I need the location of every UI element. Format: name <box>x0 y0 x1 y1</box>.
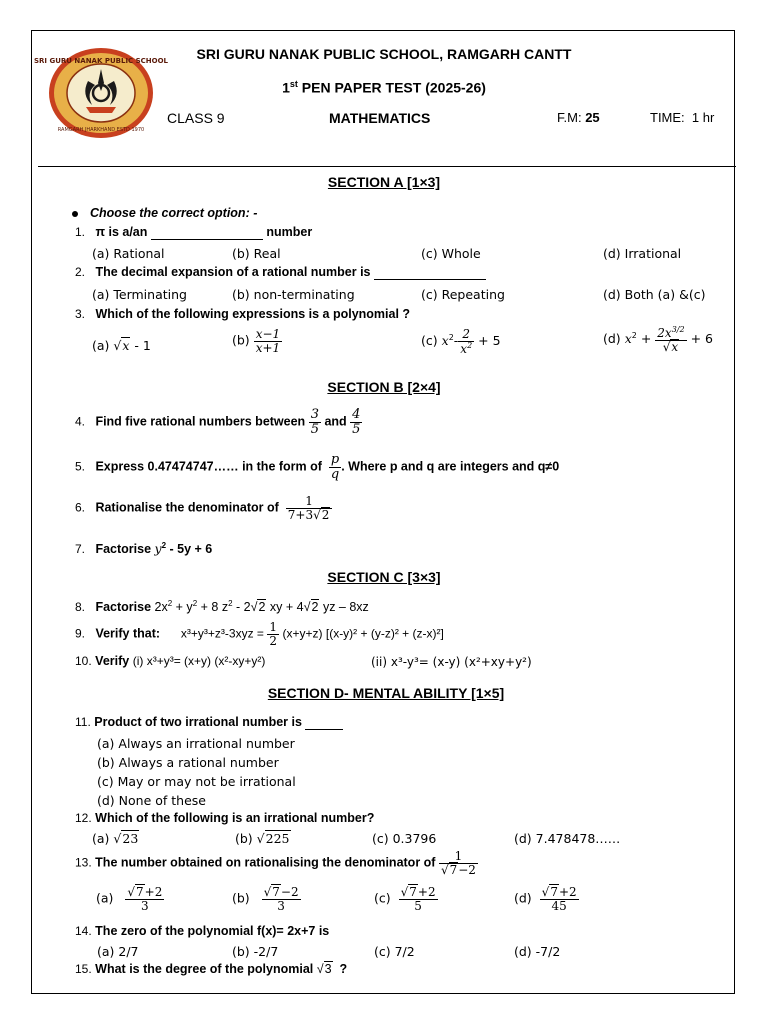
q11-option-d: (d) None of these <box>97 793 206 808</box>
q13-option-c: (c) $\frac{√7+2}{5}$ <box>374 885 436 913</box>
question-10: 10. Verify (i) x³+y³= (x+y) (x²-xy+y²) <box>75 654 266 668</box>
instruction: Choose the correct option: - <box>72 206 257 220</box>
school-name: SRI GURU NANAK PUBLIC SCHOOL, RAMGARH CANTT <box>196 46 572 62</box>
question-10-part-2: (ii) x³-y³= (x-y) (x²+xy+y²) <box>371 655 532 669</box>
bullet-icon <box>72 211 78 217</box>
q11-option-c: (c) May or may not be irrational <box>97 774 296 789</box>
q12-option-d: (d) 7.478478…… <box>514 831 621 846</box>
q3-option-a: (a) √x - 1 <box>92 338 151 353</box>
full-marks: F.M: 25 <box>557 110 600 125</box>
q2-option-d: (d) Both (a) &(c) <box>603 287 706 302</box>
question-15: 15. What is the degree of the polynomial √3 ? <box>75 962 348 976</box>
q12-option-a: (a) √23 <box>92 831 139 846</box>
question-2: 2. The decimal expansion of a rational number is <box>75 265 486 280</box>
question-1: 1. π is a/an number <box>75 225 313 239</box>
q14-option-a: (a) 2/7 <box>97 944 139 959</box>
logo-text-bottom: RAMGARH JHARKHAND ESTD 1970 <box>57 127 145 133</box>
q13-option-d: (d) $\frac{√7+2}{45}$ <box>514 885 577 913</box>
question-4: 4. Find five rational numbers between $\frac{3}{5}$ and $\frac{4}{5}$ <box>75 407 361 437</box>
question-14: 14. The zero of the polynomial f(x)= 2x+7 is <box>75 924 330 938</box>
q2-option-c: (c) Repeating <box>421 287 505 302</box>
q13-option-b: (b) $\frac{√7-2}{3}$ <box>232 885 299 913</box>
q3-option-c: (c) $x^2-$ $\frac{2}{x^2}$ + 5 <box>421 327 501 356</box>
q12-option-b: (b) √225 <box>235 831 290 846</box>
question-6: 6. Rationalise the denominator of $\frac{1}{7+3√2}$ <box>75 495 332 521</box>
question-7: 7. Factorise $y^2 - 5y + 6$ <box>75 541 213 557</box>
subject-label: MATHEMATICS <box>329 110 431 126</box>
q12-option-c: (c) 0.3796 <box>372 831 437 846</box>
q1-option-d: (d) Irrational <box>603 246 682 261</box>
q3-option-d: (d) $x^2$ + $\frac{2x^{3/2}}{√x}$ + 6 <box>603 325 713 354</box>
q11-option-b: (b) Always a rational number <box>97 755 279 770</box>
q14-option-c: (c) 7/2 <box>374 944 415 959</box>
question-8: 8. Factorise $2x^2 + y^2 + 8$ $z^2 - 2√2$ xy + 4√2 yz – 8xz <box>75 599 369 615</box>
answer-blank <box>151 225 263 240</box>
q13-option-a: (a) $\frac{√7+2}{3}$ <box>96 885 163 913</box>
q2-option-a: (a) Terminating <box>92 287 187 302</box>
question-11: 11. Product of two irrational number is <box>75 715 343 730</box>
q1-option-b: (b) Real <box>232 246 281 261</box>
logo-text-top: SRI GURU NANAK PUBLIC SCHOOL <box>33 57 169 65</box>
test-title: 1st PEN PAPER TEST (2025-26) <box>282 79 486 96</box>
q11-option-a: (a) Always an irrational number <box>97 736 295 751</box>
q3-option-b: (b) $\frac{x-1}{x+1}$ <box>232 327 281 355</box>
question-9: 9. Verify that: x³+y³+z³-3xyz = $\frac{1}{2}$ (x+y+z) [(x-y)² + (y-z)² + (z-x)²] <box>75 620 444 648</box>
section-a-heading: SECTION A [1×3] <box>327 174 441 190</box>
time-allowed: TIME: 1 hr <box>650 110 715 125</box>
class-label: CLASS 9 <box>167 110 225 126</box>
section-c-heading: SECTION C [3×3] <box>327 569 441 585</box>
section-b-heading: SECTION B [2×4] <box>327 379 441 395</box>
question-3: 3. Which of the following expressions is a polynomial ? <box>75 307 411 321</box>
question-13: 13. The number obtained on rationalising the denominator of $\frac{1}{√7-2}$ <box>75 849 476 877</box>
q1-option-c: (c) Whole <box>421 246 481 261</box>
header-divider <box>38 166 736 167</box>
question-12: 12. Which of the following is an irrational number? <box>75 811 375 825</box>
answer-blank <box>305 715 343 730</box>
q14-option-d: (d) -7/2 <box>514 944 561 959</box>
q2-option-b: (b) non-terminating <box>232 287 355 302</box>
q1-option-a: (a) Rational <box>92 246 165 261</box>
question-5: 5. Express 0.47474747…… in the form of $\frac{p}{q}$ . Where p and q are integers and q≠0 <box>75 452 560 482</box>
answer-blank <box>374 265 486 280</box>
q14-option-b: (b) -2/7 <box>232 944 279 959</box>
section-d-heading: SECTION D- MENTAL ABILITY [1×5] <box>267 685 505 701</box>
